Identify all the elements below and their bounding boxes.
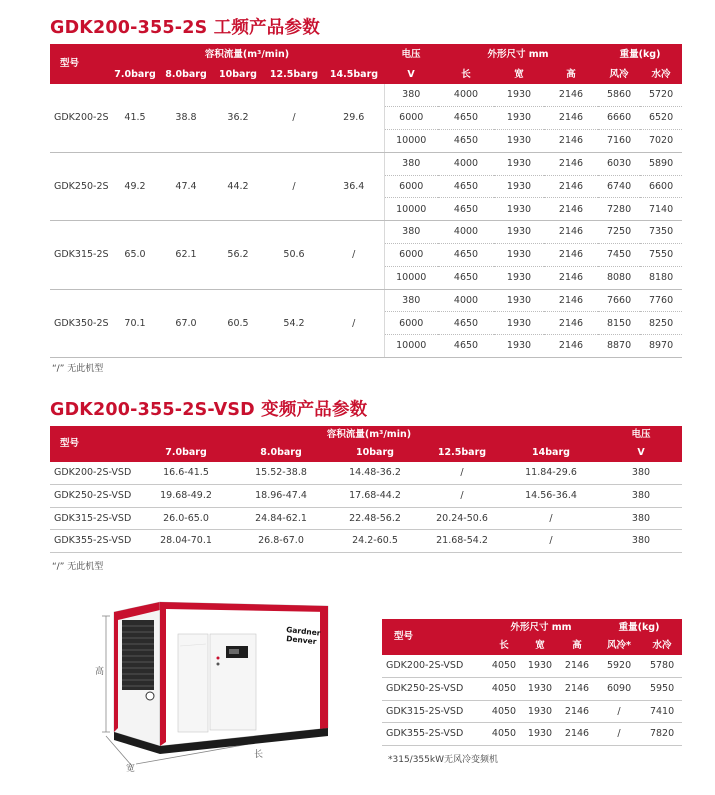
width-value: 1930 [494,84,544,107]
height-value: 2146 [544,266,598,289]
flow-value: 67.0 [160,289,212,357]
water-weight-value: 7020 [640,130,682,153]
header-pressure: 7.0barg [110,66,160,84]
air-weight-value: 8150 [598,312,640,335]
air-weight-value: 7660 [598,289,640,312]
table-row [382,700,682,723]
width-value: 1930 [522,700,558,723]
voltage-value: 380 [600,462,682,485]
flow-value: 26.8-67.0 [234,530,328,553]
header-water-cooled: 水冷 [640,66,682,84]
water-weight-value: 7140 [640,198,682,221]
length-value: 4650 [438,107,494,130]
table-row [382,655,682,678]
section1-title: GDK200-355-2S 工频产品参数 [50,18,320,38]
flow-value: 50.6 [264,221,324,289]
table-row [50,462,682,485]
length-value: 4050 [486,723,522,746]
flow-value: / [422,462,502,485]
water-weight-value: 8970 [640,335,682,358]
section2-note: “/” 无此机型 [52,562,104,572]
width-value: 1930 [494,289,544,312]
flow-value: / [264,152,324,220]
header-pressure: 8.0barg [234,444,328,462]
width-value: 1930 [522,678,558,701]
width-value: 1930 [494,107,544,130]
brand-logo-line2: Denver [285,634,317,647]
flow-value: 19.68-49.2 [138,485,234,508]
table-row [50,221,682,244]
model-name: GDK250-2S-VSD [382,678,486,701]
model-name: GDK350-2S [50,289,110,357]
flow-value: / [502,507,600,530]
air-weight-value: 6030 [598,152,640,175]
air-weight-value: 5920 [596,655,642,678]
header-pressure: 14.5barg [324,66,384,84]
width-value: 1930 [494,244,544,267]
height-value: 2146 [544,312,598,335]
flow-value: 60.5 [212,289,264,357]
dim-length-label: 长 [254,750,264,760]
header-voltage: 电压 [384,44,438,66]
flow-value: / [324,221,384,289]
section1-note: “/” 无此机型 [52,364,104,374]
flow-value: 17.68-44.2 [328,485,422,508]
dim-width-label: 宽 [126,764,136,772]
water-weight-value: 6520 [640,107,682,130]
voltage-value: 6000 [384,175,438,198]
flow-value: 56.2 [212,221,264,289]
flow-value: 38.8 [160,84,212,152]
flow-value: 44.2 [212,152,264,220]
table-row [50,507,682,530]
voltage-value: 10000 [384,198,438,221]
voltage-value: 10000 [384,266,438,289]
water-weight-value: 5890 [640,152,682,175]
width-value: 1930 [494,152,544,175]
header-length: 长 [438,66,494,84]
flow-value: 18.96-47.4 [234,485,328,508]
header-dims: 外形尺寸 mm [438,44,598,66]
compressor-body [114,602,328,754]
flow-value: 16.6-41.5 [138,462,234,485]
height-value: 2146 [544,244,598,267]
length-value: 4650 [438,266,494,289]
header-pressure: 10barg [212,66,264,84]
voltage-value: 10000 [384,335,438,358]
header-model: 型号 [382,619,486,655]
height-value: 2146 [558,723,596,746]
air-weight-value: 6740 [598,175,640,198]
header-length: 长 [486,637,522,655]
height-value: 2146 [558,655,596,678]
flow-value: 41.5 [110,84,160,152]
flow-value: 15.52-38.8 [234,462,328,485]
header-air-cooled: 风冷 [598,66,640,84]
height-value: 2146 [544,175,598,198]
water-weight-value: 8180 [640,266,682,289]
length-value: 4650 [438,175,494,198]
voltage-value: 380 [600,530,682,553]
air-weight-value: 6660 [598,107,640,130]
flow-value: 28.04-70.1 [138,530,234,553]
flow-value: / [264,84,324,152]
height-value: 2146 [544,107,598,130]
voltage-value: 6000 [384,244,438,267]
voltage-value: 10000 [384,130,438,153]
water-weight-value: 5720 [640,84,682,107]
header-width: 宽 [522,637,558,655]
header-voltage-unit: V [600,444,682,462]
flow-value: 70.1 [110,289,160,357]
length-value: 4650 [438,198,494,221]
flow-value: / [324,289,384,357]
air-weight-value: 7250 [598,221,640,244]
voltage-value: 380 [384,84,438,107]
width-value: 1930 [494,198,544,221]
table-row [50,84,682,107]
header-pressure: 10barg [328,444,422,462]
height-value: 2146 [544,335,598,358]
model-name: GDK250-2S-VSD [50,485,138,508]
voltage-value: 380 [384,221,438,244]
voltage-value: 6000 [384,107,438,130]
header-weight: 重量(kg) [598,44,682,66]
model-name: GDK315-2S-VSD [50,507,138,530]
voltage-value: 380 [384,152,438,175]
flow-value: 22.48-56.2 [328,507,422,530]
width-value: 1930 [494,130,544,153]
model-name: GDK250-2S [50,152,110,220]
flow-value: 26.0-65.0 [138,507,234,530]
header-model: 型号 [50,44,110,84]
header-pressure: 12.5barg [422,444,502,462]
air-weight-value: 8080 [598,266,640,289]
length-value: 4050 [486,655,522,678]
voltage-value: 380 [384,289,438,312]
flow-value: 65.0 [110,221,160,289]
header-flow: 容积流量(m³/min) [138,426,600,444]
height-value: 2146 [544,130,598,153]
water-weight-value: 7550 [640,244,682,267]
width-value: 1930 [494,175,544,198]
water-weight-value: 5780 [642,655,682,678]
table-row [50,289,682,312]
voltage-value: 380 [600,485,682,508]
vsd-spec-table [50,426,682,553]
water-weight-value: 7820 [642,723,682,746]
header-weight: 重量(kg) [596,619,682,637]
flow-value: 54.2 [264,289,324,357]
compressor-illustration [92,596,352,772]
header-flow: 容积流量(m³/min) [110,44,384,66]
height-value: 2146 [558,700,596,723]
header-pressure: 7.0barg [138,444,234,462]
header-pressure: 14barg [502,444,600,462]
air-weight-value: 5860 [598,84,640,107]
model-name: GDK200-2S-VSD [50,462,138,485]
water-weight-value: 5950 [642,678,682,701]
length-value: 4050 [486,700,522,723]
width-value: 1930 [522,655,558,678]
flow-value: 14.48-36.2 [328,462,422,485]
width-value: 1930 [522,723,558,746]
brand-logo-line1: Gardner [285,625,321,638]
dim-height-label: 高 [95,667,105,677]
flow-value: 14.56-36.4 [502,485,600,508]
flow-value: 24.2-60.5 [328,530,422,553]
flow-value: 62.1 [160,221,212,289]
length-value: 4000 [438,84,494,107]
length-value: 4050 [486,678,522,701]
header-model: 型号 [50,426,138,462]
table-row [382,678,682,701]
air-weight-value: 7450 [598,244,640,267]
vsd-dimensions-table [382,619,682,746]
table-row [50,530,682,553]
ventilation-grille [122,620,154,690]
model-name: GDK315-2S [50,221,110,289]
width-value: 1930 [494,266,544,289]
model-name: GDK200-2S-VSD [382,655,486,678]
header-width: 宽 [494,66,544,84]
header-water-cooled: 水冷 [642,637,682,655]
water-weight-value: 7760 [640,289,682,312]
width-value: 1930 [494,312,544,335]
height-value: 2146 [544,198,598,221]
flow-value: 24.84-62.1 [234,507,328,530]
length-value: 4000 [438,221,494,244]
length-value: 4650 [438,335,494,358]
length-value: 4650 [438,244,494,267]
model-name: GDK355-2S-VSD [50,530,138,553]
section2-title: GDK200-355-2S-VSD 变频产品参数 [50,400,368,420]
water-weight-value: 7410 [642,700,682,723]
air-weight-value: / [596,723,642,746]
height-value: 2146 [558,678,596,701]
air-weight-value: 7160 [598,130,640,153]
header-voltage: 电压 [600,426,682,444]
air-weight-value: 6090 [596,678,642,701]
voltage-value: 6000 [384,312,438,335]
water-weight-value: 8250 [640,312,682,335]
flow-value: / [422,485,502,508]
air-weight-value: / [596,700,642,723]
flow-value: 11.84-29.6 [502,462,600,485]
length-value: 4000 [438,152,494,175]
height-value: 2146 [544,289,598,312]
table-row [382,723,682,746]
table-row [50,485,682,508]
air-weight-value: 8870 [598,335,640,358]
header-voltage-unit: V [384,66,438,84]
flow-value: 49.2 [110,152,160,220]
header-pressure: 8.0barg [160,66,212,84]
height-value: 2146 [544,84,598,107]
water-weight-value: 7350 [640,221,682,244]
height-value: 2146 [544,152,598,175]
model-name: GDK315-2S-VSD [382,700,486,723]
fixed-speed-spec-table [50,44,682,358]
flow-value: 36.2 [212,84,264,152]
voltage-value: 380 [600,507,682,530]
gauge-icon [146,692,154,700]
model-name: GDK200-2S [50,84,110,152]
height-value: 2146 [544,221,598,244]
flow-value: 36.4 [324,152,384,220]
section3-note: *315/355kW无风冷变频机 [388,755,498,765]
water-weight-value: 6600 [640,175,682,198]
flow-value: 21.68-54.2 [422,530,502,553]
model-name: GDK355-2S-VSD [382,723,486,746]
header-dims: 外形尺寸 mm [486,619,596,637]
width-value: 1930 [494,221,544,244]
flow-value: 20.24-50.6 [422,507,502,530]
air-weight-value: 7280 [598,198,640,221]
length-value: 4650 [438,130,494,153]
flow-value: / [502,530,600,553]
length-value: 4650 [438,312,494,335]
header-height: 高 [544,66,598,84]
header-height: 高 [558,637,596,655]
flow-value: 29.6 [324,84,384,152]
flow-value: 47.4 [160,152,212,220]
header-air-cooled: 风冷* [596,637,642,655]
width-value: 1930 [494,335,544,358]
header-pressure: 12.5barg [264,66,324,84]
length-value: 4000 [438,289,494,312]
table-row [50,152,682,175]
